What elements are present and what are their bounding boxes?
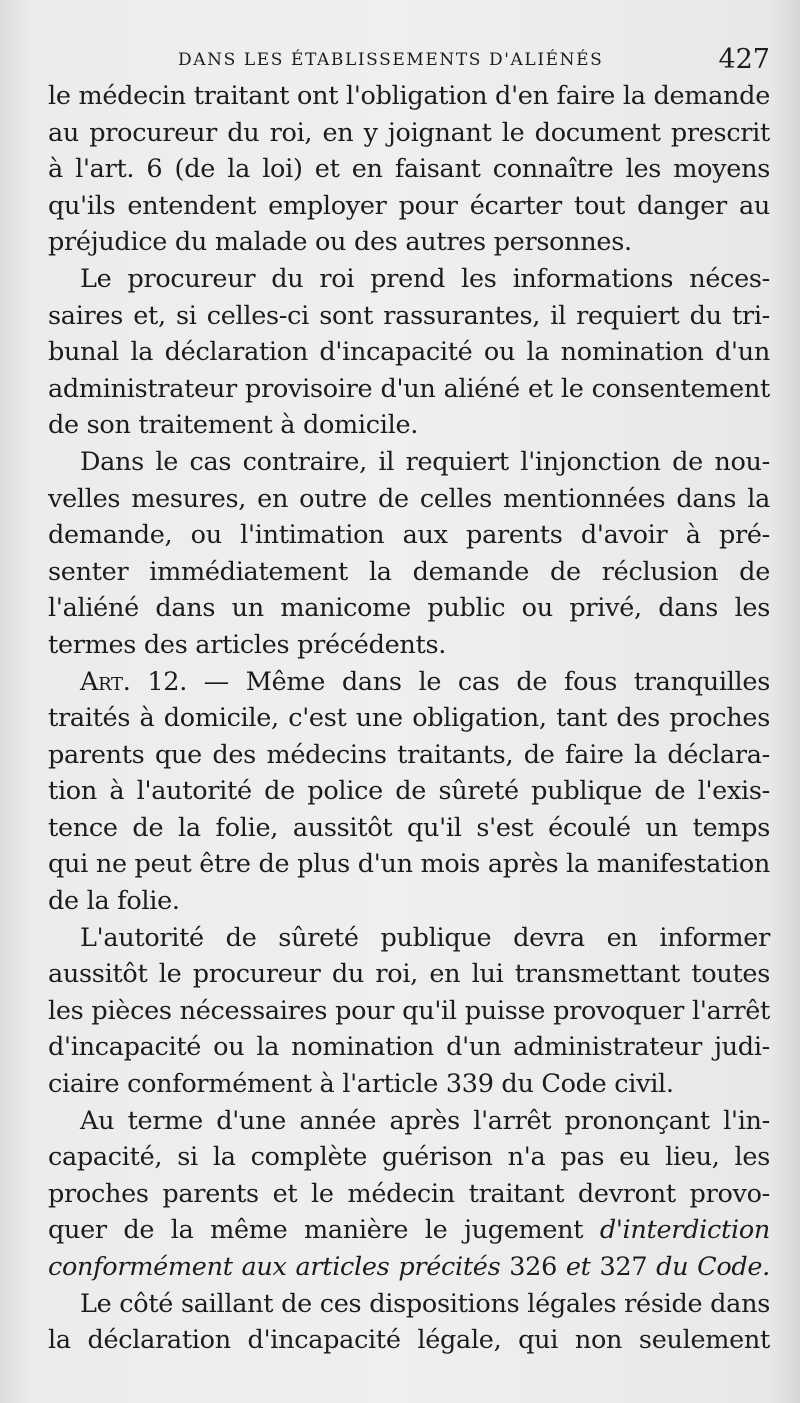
article-text: 12. — Même dans le cas de fous tranquilles [130,666,770,697]
italic-segment: du Code. [656,1252,770,1282]
text-line: senter immédiatement la demande de réclusion de [48,556,770,587]
page-header [48,44,770,80]
text-segment: quer de la même manière le jugement [48,1215,600,1246]
text-line: administrateur provisoire d'un aliéné et le consentement [48,373,770,404]
text-line: ciaire conformément à l'article 339 du Code civil. [48,1069,674,1100]
italic-segment: d'interdiction [599,1215,770,1246]
text-line: l'aliéné dans un manicome public ou privé, dans les [48,593,770,624]
text-line: termes des articles précédents. [48,629,447,660]
italic-segment: et [565,1252,591,1282]
text-line: proches parents et le médecin traitant devront provo- [48,1178,770,1209]
text-line: de son traitement à domicile. [48,410,419,441]
text-line: qui ne peut être de plus d'un mois après la manifestation [48,849,770,880]
paragraph-start-line: Dans le cas contraire, il requiert l'injonction de nou- [80,446,770,477]
text-line: les pièces nécessaires pour qu'il puisse provoquer l'arrêt [48,995,770,1026]
text-line: parents que des médecins traitants, de faire la déclara- [48,739,770,770]
text-line: la déclaration d'incapacité légale, qui non seulement [48,1325,770,1356]
italic-segment: conformément aux articles précités [48,1252,501,1282]
text-segment: 326 [500,1252,566,1282]
paragraph-start-line: L'autorité de sûreté publique devra en informer [80,922,770,953]
text-line: à l'art. 6 (de la loi) et en faisant connaître les moyens [48,154,770,185]
text-line: d'incapacité ou la nomination d'un administrateur judi- [48,1032,770,1063]
text-line: tence de la folie, aussitôt qu'il s'est écoulé un temps [48,812,770,843]
paragraph-start-line: Au terme d'une année après l'arrêt prononçant l'in- [80,1105,770,1136]
mixed-italic-line [48,1212,770,1249]
text-line: velles mesures, en outre de celles mentionnées dans la [48,483,770,514]
article-heading-line [48,664,770,701]
paragraph-start-line: Le côté saillant de ces dispositions légales réside dans [80,1288,770,1319]
text-line: qu'ils entendent employer pour écarter tout danger au [48,190,770,221]
text-line: au procureur du roi, en y joignant le document prescrit [48,117,770,148]
text-line: préjudice du malade ou des autres personnes. [48,227,632,258]
text-line: le médecin traitant ont l'obligation d'en faire la demande [48,81,770,111]
page-number: 427 [718,44,770,75]
text-line: capacité, si la complète guérison n'a pas eu lieu, les [48,1142,770,1173]
text-line: saires et, si celles-ci sont rassurantes, il requiert du tri- [48,300,770,331]
text-line: traités à domicile, c'est une obligation, tant des proches [48,703,770,734]
text-line: tion à l'autorité de police de sûreté publique de l'exis- [48,776,770,807]
text-segment: 327 [590,1252,657,1282]
paragraph-start-line: Le procureur du roi prend les informations néces- [80,263,770,294]
running-head: DANS LES ÉTABLISSEMENTS D'ALIÉNÉS [178,50,604,70]
text-line: demande, ou l'intimation aux parents d'avoir à pré- [48,520,770,551]
article-label: Art. [80,666,131,697]
text-line: aussitôt le procureur du roi, en lui transmettant toutes [48,959,770,990]
text-line: bunal la déclaration d'incapacité ou la nomination d'un [48,337,770,368]
mixed-italic-line [48,1249,770,1286]
text-line: de la folie. [48,886,180,917]
body-text [48,78,770,1359]
